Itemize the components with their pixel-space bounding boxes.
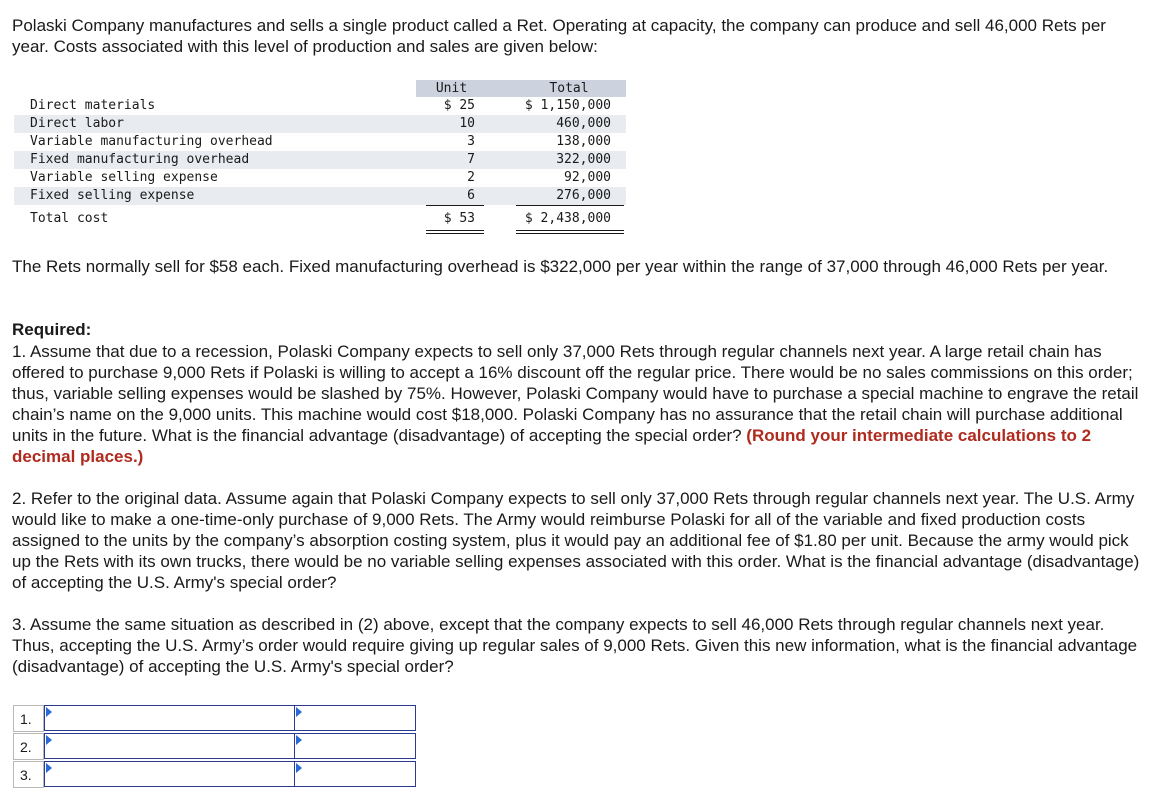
dropdown-indicator-icon [46, 763, 52, 773]
dropdown-indicator-icon [296, 763, 302, 773]
total-amount-value: $ 2,438,000 [524, 211, 611, 226]
answer-row-number: 1. [13, 705, 44, 732]
answer-3-label-field[interactable] [44, 761, 296, 787]
required-heading: Required: [12, 320, 92, 339]
row-total-value: 322,000 [556, 152, 611, 167]
rounding-instruction: (Round your intermediate calculations to 2 decimal places.) [12, 426, 1092, 466]
row-label: Fixed manufacturing overhead [30, 152, 250, 167]
table-row [14, 97, 626, 115]
subtotal-rule [426, 205, 484, 206]
dropdown-indicator-icon [296, 735, 302, 745]
answer-1-label-field[interactable] [44, 705, 296, 731]
unit-column-header: Unit [435, 81, 468, 96]
intro-paragraph: Polaski Company manufactures and sells a single product called a Ret. Operating at capacity, the company can produce and sell 46,000 Rets per year. Costs associated with this level of production and sales are given below: [12, 16, 1106, 56]
total-column-header: Total [549, 81, 589, 96]
dropdown-indicator-icon [296, 707, 302, 717]
double-underline [516, 230, 624, 231]
row-unit-value: 7 [467, 152, 475, 167]
dropdown-indicator-icon [46, 707, 52, 717]
row-total-value: $ 1,150,000 [524, 98, 611, 113]
answer-2-label-field[interactable] [44, 733, 296, 759]
row-unit-value: 6 [467, 188, 475, 203]
total-row-label: Total cost [30, 211, 109, 226]
rets-note: The Rets normally sell for $58 each. Fixed manufacturing overhead is $322,000 per year within the range of 37,000 through 46,000 Rets per year. [12, 257, 1109, 276]
question-3: 3. Assume the same situation as described in (2) above, except that the company expects to sell 46,000 Rets through regular channels next year. Thus, accepting the U.S. Army’s order would require giving up regular sales of 9,000 Rets. Given this new information, what is the financial advantage (disadvantage) of accepting the U.S. Army's special order? [12, 615, 1138, 676]
question-1 [12, 341, 1142, 467]
answer-1-amount-field[interactable] [294, 705, 416, 731]
row-label: Direct materials [30, 98, 156, 113]
table-row [14, 151, 626, 169]
table-row [14, 187, 626, 205]
cost-table [14, 80, 626, 234]
double-underline [516, 233, 624, 234]
row-unit-value: $ 25 [443, 98, 475, 113]
table-row [14, 133, 626, 151]
row-label: Direct labor [30, 116, 124, 131]
answer-row-number: 2. [13, 733, 44, 760]
answer-row-number: 3. [13, 761, 44, 788]
answer-2-amount-field[interactable] [294, 733, 416, 759]
total-row [14, 210, 626, 228]
double-underline [426, 233, 484, 234]
row-label: Variable selling expense [30, 170, 218, 185]
dropdown-indicator-icon [46, 735, 52, 745]
row-label: Fixed selling expense [30, 188, 195, 203]
row-total-value: 138,000 [556, 134, 611, 149]
question-1-text: 1. Assume that due to a recession, Polaski Company expects to sell only 37,000 Rets through regular channels next year. A large retail chain has offered to purchase 9,000 Rets if Polaski is willing to accept a 16% discount off the regular price. There would be no sales commissions on this order; thus, variable selling expenses would be slashed by 75%. However, Polaski Company would have to purchase a special machine to engrave the retail chain’s name on the 9,000 units. This machine would cost $18,000. Polaski Company has no assurance that the retail chain will purchase additional units in the future. What is the financial advantage (disadvantage) of accepting the special order? [12, 342, 1139, 445]
question-2: 2. Refer to the original data. Assume again that Polaski Company expects to sell only 37,000 Rets through regular channels next year. The U.S. Army would like to make a one-time-only purchase of 9,000 Rets. The Army would reimburse Polaski for all of the variable and fixed production costs assigned to the units by the company’s absorption costing system, plus it would pay an additional fee of $1.80 per unit. Because the army would pick up the Rets with its own trucks, there would be no variable selling expenses associated with this order. What is the financial advantage (disadvantage) of accepting the U.S. Army's special order? [12, 489, 1140, 592]
row-unit-value: 2 [467, 170, 475, 185]
table-row [14, 169, 626, 187]
row-label: Variable manufacturing overhead [30, 134, 273, 149]
subtotal-rule [516, 205, 624, 206]
answer-3-amount-field[interactable] [294, 761, 416, 787]
row-total-value: 460,000 [556, 116, 611, 131]
row-unit-value: 3 [467, 134, 475, 149]
total-unit-value: $ 53 [443, 211, 475, 226]
double-underline [426, 230, 484, 231]
row-total-value: 276,000 [556, 188, 611, 203]
row-total-value: 92,000 [564, 170, 611, 185]
row-unit-value: 10 [459, 116, 475, 131]
table-row [14, 115, 626, 133]
